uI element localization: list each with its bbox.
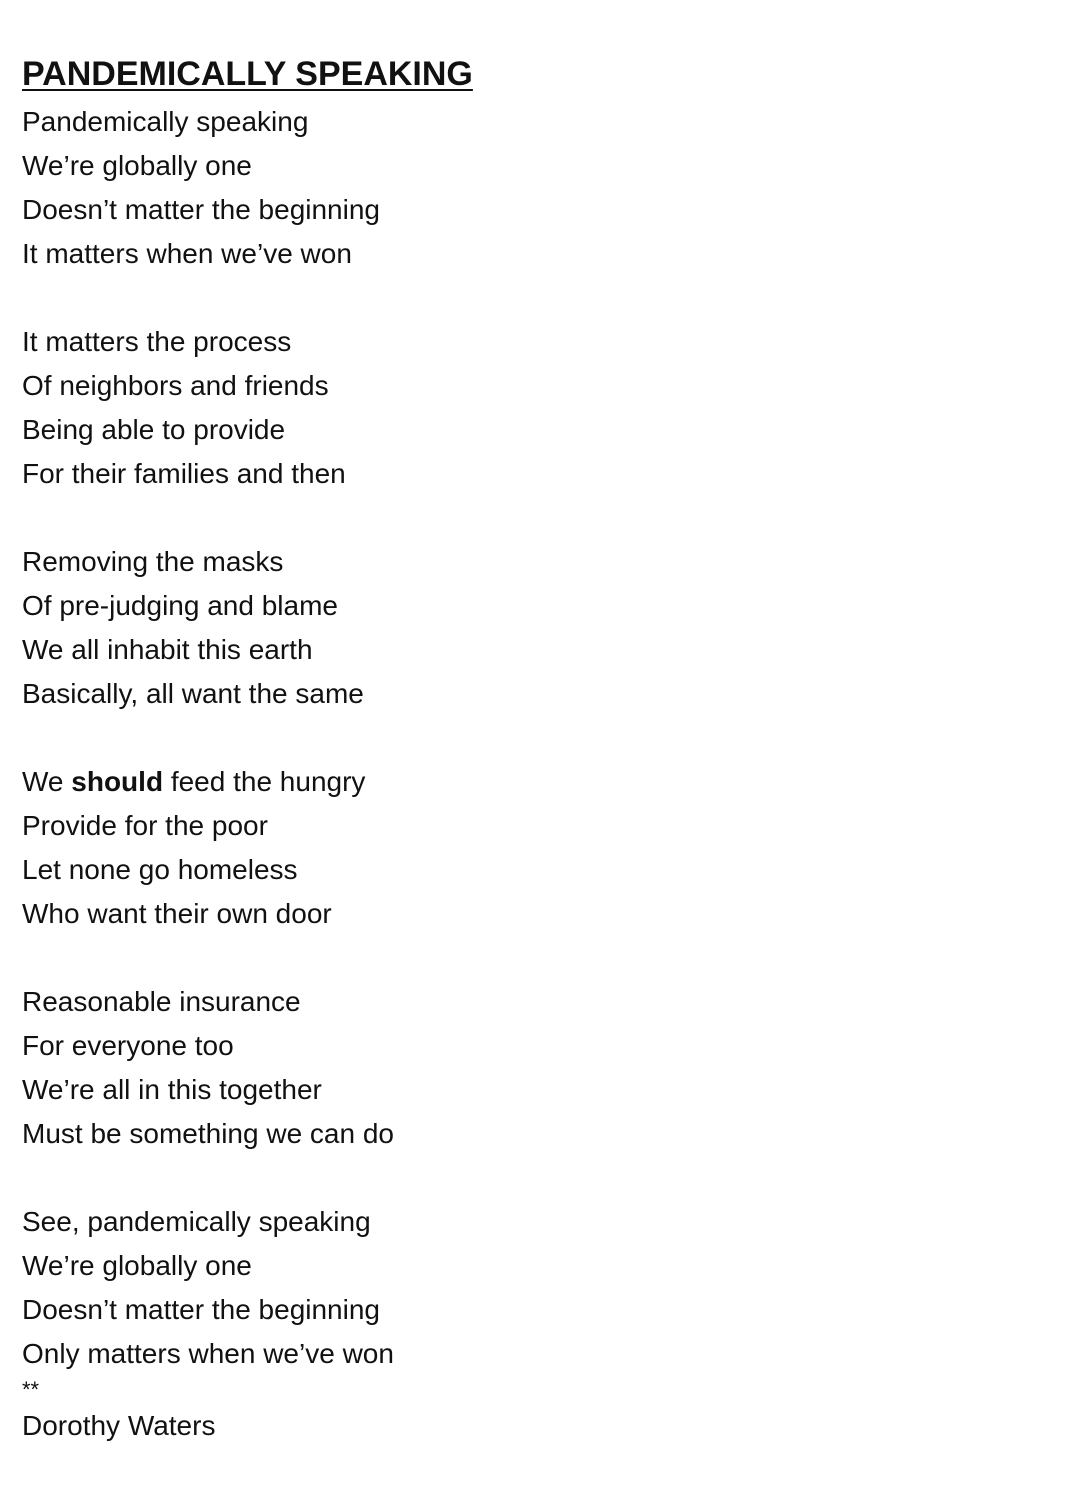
poem-line: It matters when we’ve won <box>22 238 352 269</box>
separator: ** <box>22 1377 40 1402</box>
poem-line: Pandemically speaking <box>22 106 309 137</box>
poem-line: We all inhabit this earth <box>22 634 313 665</box>
poem-line: Of pre-judging and blame <box>22 590 338 621</box>
poem-title: PANDEMICALLY SPEAKING <box>22 55 473 93</box>
poem-line: It matters the process <box>22 326 292 357</box>
poem-line: See, pandemically speaking <box>22 1206 371 1237</box>
poem-line-with-emphasis <box>22 760 1052 804</box>
stanza-4 <box>22 760 1052 936</box>
author-name: Dorothy Waters <box>22 1410 216 1441</box>
emphasized-word: should <box>71 766 164 797</box>
poem-line: Doesn’t matter the beginning <box>22 1294 380 1325</box>
poem-line: Only matters when we’ve won <box>22 1338 394 1369</box>
poem-line: We’re all in this together <box>22 1074 322 1105</box>
stanza-1 <box>22 100 1052 276</box>
stanza-6 <box>22 1200 1052 1376</box>
poem-line: Basically, all want the same <box>22 678 364 709</box>
poem-line: Reasonable insurance <box>22 986 301 1017</box>
poem-line: Let none go homeless <box>22 854 298 885</box>
line-segment: feed the hungry <box>163 766 366 797</box>
line-segment: We <box>22 766 72 797</box>
poem-line: Doesn’t matter the beginning <box>22 194 380 225</box>
poem-line: We’re globally one <box>22 150 252 181</box>
stanza-3 <box>22 540 1052 716</box>
poem-line: Removing the masks <box>22 546 284 577</box>
poem-page <box>22 52 1052 1448</box>
poem-line: We’re globally one <box>22 1250 252 1281</box>
poem-line: Provide for the poor <box>22 810 268 841</box>
poem-line: Who want their own door <box>22 898 332 929</box>
poem-line: Of neighbors and friends <box>22 370 329 401</box>
poem-line: For their families and then <box>22 458 346 489</box>
poem-line: For everyone too <box>22 1030 234 1061</box>
stanza-2 <box>22 320 1052 496</box>
poem-line: Must be something we can do <box>22 1118 394 1149</box>
poem-line: Being able to provide <box>22 414 286 445</box>
stanza-5 <box>22 980 1052 1156</box>
